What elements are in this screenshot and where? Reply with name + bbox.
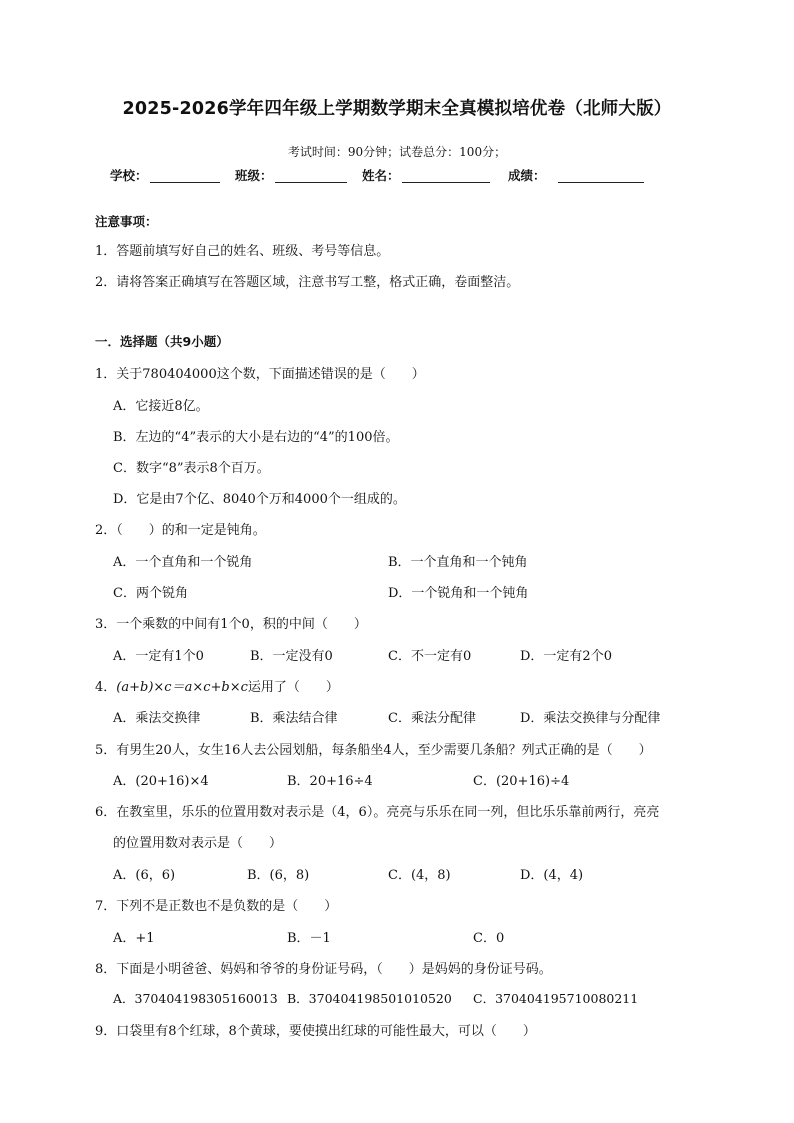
question-stem-continued: 的位置用数对表示是（ ）	[113, 836, 283, 851]
class-label: 班级：	[235, 168, 273, 183]
student-info-row	[0, 166, 794, 186]
option-a[interactable]: A．370404198305160013	[113, 991, 278, 1006]
class-blank[interactable]	[275, 168, 347, 183]
score-field[interactable]	[508, 166, 644, 184]
option-b[interactable]: B．(6，8)	[247, 868, 310, 883]
class-field[interactable]	[235, 166, 347, 184]
question-stem: 7．下列不是正数也不是负数的是（ ）	[95, 899, 338, 914]
exam-info: 考试时间：90分钟；试卷总分：100分；	[287, 145, 507, 159]
option-c[interactable]: C．乘法分配律	[388, 711, 476, 726]
option-a[interactable]: A．(20+16)×4	[113, 774, 209, 789]
name-blank[interactable]	[402, 168, 490, 183]
page-title: 2025-2026学年四年级上学期数学期末全真模拟培优卷（北师大版）	[122, 99, 672, 119]
question-stem: 2．（ ）的和一定是钝角。	[95, 523, 266, 538]
option-a[interactable]: A．一定有1个0	[113, 649, 204, 664]
option-a[interactable]: A．(6，6)	[113, 868, 176, 883]
school-label: 学校：	[110, 168, 148, 183]
option-b[interactable]: B．370404198501010520	[287, 991, 452, 1006]
option-a[interactable]: A．它接近8亿。	[113, 399, 209, 414]
option-b[interactable]: B．乘法结合律	[250, 711, 338, 726]
question-stem: 6．在教室里，乐乐的位置用数对表示是（4，6）。亮亮与乐乐在同一列，但比乐乐靠前两行，亮亮	[95, 805, 660, 820]
option-c[interactable]: C．(20+16)÷4	[473, 774, 570, 789]
school-blank[interactable]	[150, 168, 220, 183]
option-b[interactable]: B．20+16÷4	[287, 774, 373, 789]
option-d[interactable]: D．(4，4)	[520, 868, 584, 883]
option-a[interactable]: A．一个直角和一个锐角	[113, 555, 253, 570]
question-stem: 1．关于780404000这个数，下面描述错误的是（ ）	[95, 367, 425, 382]
option-c[interactable]: C．不一定有0	[388, 649, 472, 664]
section-heading: 一．选择题（共9小题）	[95, 334, 229, 349]
option-b[interactable]: B．一个直角和一个钝角	[388, 555, 528, 570]
option-b[interactable]: B．－1	[287, 931, 331, 946]
option-d[interactable]: D．它是由7个亿、8040个万和4000个一组成的。	[113, 492, 406, 507]
notes-heading: 注意事项：	[95, 214, 158, 229]
question-text: 运用了（ ）	[247, 680, 339, 695]
formula: (a+b)×c＝a×c+b×c	[116, 680, 248, 695]
option-c[interactable]: C．0	[473, 931, 505, 946]
option-b[interactable]: B．一定没有0	[250, 649, 333, 664]
note-item: 1．答题前填写好自己的姓名、班级、考号等信息。	[95, 244, 390, 259]
question-number: 4．	[95, 680, 117, 695]
question-stem: 9．口袋里有8个红球，8个黄球，要使摸出红球的可能性最大，可以（ ）	[95, 1024, 536, 1039]
name-label: 姓名：	[362, 168, 400, 183]
note-item: 2．请将答案正确填写在答题区域，注意书写工整，格式正确，卷面整洁。	[95, 275, 520, 290]
option-c[interactable]: C．370404195710080211	[473, 991, 639, 1006]
score-label: 成绩：	[508, 168, 546, 183]
name-field[interactable]	[362, 166, 490, 184]
score-blank[interactable]	[558, 168, 644, 183]
question-stem: 5．有男生20人，女生16人去公园划船，每条船坐4人，至少需要几条船？列式正确的是（ ）	[95, 743, 652, 758]
option-a[interactable]: A．+1	[113, 931, 155, 946]
question-stem: 8．下面是小明爸爸、妈妈和爷爷的身份证号码，（ ）是妈妈的身份证号码。	[95, 962, 552, 977]
question-stem: 3．一个乘数的中间有1个0，积的中间（ ）	[95, 617, 367, 632]
option-b[interactable]: B．左边的“4”表示的大小是右边的“4”的100倍。	[113, 430, 399, 445]
option-c[interactable]: C．两个锐角	[113, 586, 188, 601]
option-d[interactable]: D．一个锐角和一个钝角	[388, 586, 529, 601]
option-d[interactable]: D．乘法交换律与分配律	[520, 711, 661, 726]
school-field[interactable]	[110, 166, 220, 184]
option-d[interactable]: D．一定有2个0	[520, 649, 612, 664]
option-a[interactable]: A．乘法交换律	[113, 711, 201, 726]
option-c[interactable]: C．数字“8”表示8个百万。	[113, 461, 270, 476]
question-stem	[95, 676, 339, 695]
option-c[interactable]: C．(4，8)	[388, 868, 451, 883]
